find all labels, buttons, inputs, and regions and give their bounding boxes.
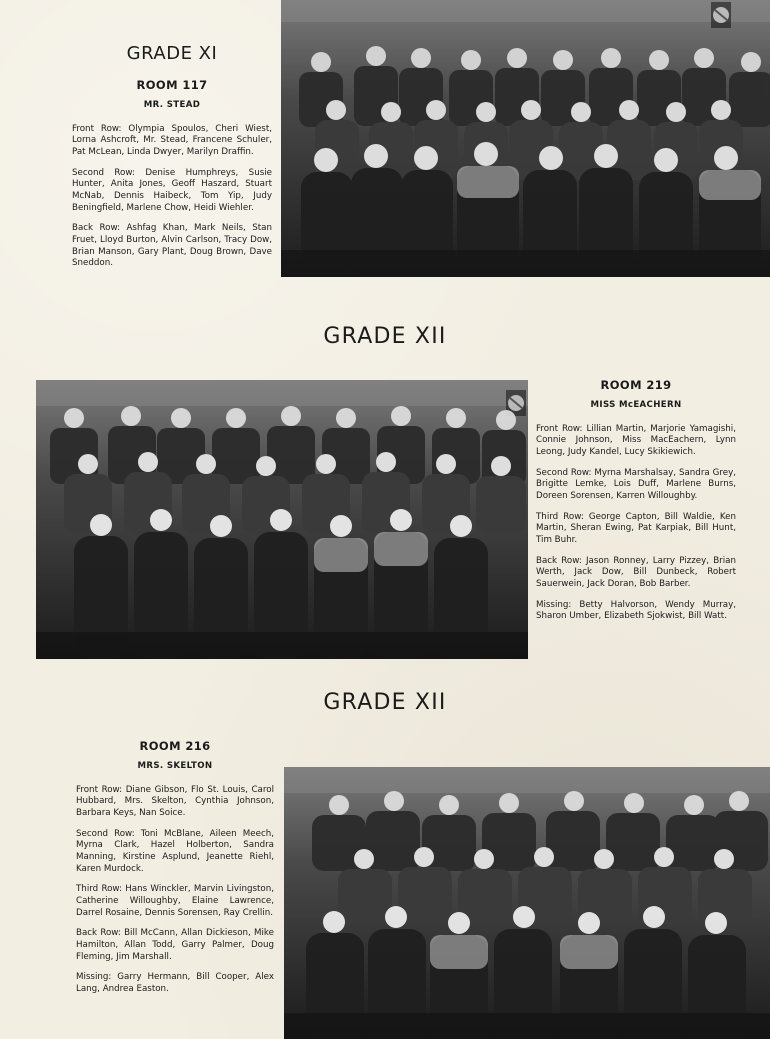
row-label: Front Row: (76, 784, 123, 795)
row-caption-front (536, 424, 736, 459)
teacher-name: MISS McEACHERN (590, 400, 682, 411)
row-label: Missing: (76, 972, 112, 983)
row-caption-front (76, 785, 274, 820)
row-label: Front Row: (536, 423, 583, 434)
rows-block (72, 124, 272, 270)
row-names: Myrna Marshalsay, Sandra Grey, Brigitte Lemke, Lois Duff, Marlene Burns, Doreen Sorensen, Karren Willoughby. (536, 467, 736, 501)
teacher-name: MR. STEAD (143, 100, 201, 111)
row-names: Diane Gibson, Flo St. Louis, Carol Hubbard, Mrs. Skelton, Cynthia Johnson, Barbara Keys, Nan Soice. (76, 784, 274, 819)
row-label: Back Row: (536, 555, 582, 566)
row-label: Third Row: (536, 511, 584, 522)
grade-title: GRADE XI (126, 43, 218, 64)
row-caption-second (76, 829, 274, 876)
room-block (536, 378, 736, 393)
row-caption-missing (536, 600, 736, 623)
row-caption-third (536, 512, 736, 547)
row-names: Ashfag Khan, Mark Neils, Stan Fruet, Lloyd Burton, Alvin Carlson, Tracy Dow, Brian Manson, Gary Plant, Doug Brown, Dave Sneddon. (72, 223, 273, 269)
row-names: Hans Winckler, Marvin Livingston, Catherine Willoughby, Elaine Lawrence, Darrel Rosaine, Dennis Sorensen, Ray Crellin. (76, 884, 274, 918)
row-names: Betty Halvorson, Wendy Murray, Sharon Umber, Elizabeth Sjokwist, Bill Watt. (536, 599, 736, 622)
row-label: Third Row: (76, 884, 122, 895)
section-grade-xi-room-117 (72, 42, 272, 270)
row-label: Back Row: (76, 928, 121, 939)
room-block (76, 739, 274, 754)
row-label: Front Row: (72, 123, 122, 134)
row-caption-missing (76, 972, 274, 995)
grade-header-xii-1: GRADE XII (323, 324, 447, 349)
class-photo-room-219-illustration (36, 380, 528, 659)
class-photo-room-219 (36, 380, 528, 659)
row-label: Back Row: (72, 223, 121, 234)
row-caption-back (536, 556, 736, 591)
row-names: Garry Hermann, Bill Cooper, Alex Lang, Andrea Easton. (76, 972, 274, 994)
class-photo-room-117-illustration (281, 0, 770, 277)
grade-header-xii-2: GRADE XII (323, 690, 447, 715)
rows-block (536, 424, 736, 623)
class-photo-room-216-illustration (284, 767, 770, 1039)
row-caption-second (72, 168, 272, 215)
class-photo-room-216 (284, 767, 770, 1039)
row-names: Olympia Spoulos, Cheri Wiest, Lorna Ashcroft, Mr. Stead, Francene Schuler, Pat McLean, Linda Dwyer, Marilyn Draffin. (72, 123, 272, 157)
row-label: Second Row: (72, 167, 135, 178)
rows-block (76, 785, 274, 996)
teacher-block (72, 100, 272, 111)
row-caption-front (72, 124, 272, 159)
row-caption-third (76, 884, 274, 919)
row-names: Denise Humphreys, Susie Hunter, Anita Jones, Geoff Haszard, Stuart McNab, Dennis Haibeck, Tom Yip, Judy Beningfield, Marlene Chow, Heidi Wiehler. (72, 167, 272, 213)
row-names: George Capton, Bill Waldie, Ken Martin, Sheran Ewing, Pat Karpiak, Bill Hunt, Tim Buhr. (536, 511, 736, 545)
row-label: Second Row: (76, 828, 135, 839)
grade-title-block (72, 42, 272, 66)
row-caption-second (536, 468, 736, 503)
row-label: Missing: (536, 599, 572, 610)
room-number: ROOM 117 (136, 77, 208, 92)
row-label: Second Row: (536, 467, 592, 478)
row-names: Bill McCann, Allan Dickieson, Mike Hamilton, Allan Todd, Garry Palmer, Doug Fleming, Jim Marshall. (76, 928, 274, 962)
section-grade-xii-room-216 (76, 739, 274, 996)
row-names: Jason Ronney, Larry Pizzey, Brian Werth, Jack Dow, Bill Dunbeck, Robert Sauerwein, Jack Doran, Bob Barber. (536, 555, 736, 589)
teacher-block (76, 761, 274, 772)
class-photo-room-117 (281, 0, 770, 277)
row-names: Toni McBlane, Aileen Meech, Myrna Clark, Hazel Holberton, Sandra Manning, Kirstine Asplund, Jeanette Riehl, Karen Murdock. (76, 828, 274, 874)
room-number: ROOM 219 (600, 378, 672, 392)
row-names: Lillian Martin, Marjorie Yamagishi, Connie Johnson, Miss MacEachern, Lynn Leong, Judy Kandel, Lucy Skikiewich. (536, 423, 736, 458)
section-grade-xii-room-219 (536, 378, 736, 623)
teacher-name: MRS. SKELTON (137, 761, 213, 772)
teacher-block (536, 400, 736, 411)
room-block (72, 78, 272, 93)
row-caption-back (72, 223, 272, 270)
row-caption-back (76, 928, 274, 963)
room-number: ROOM 216 (139, 739, 211, 753)
